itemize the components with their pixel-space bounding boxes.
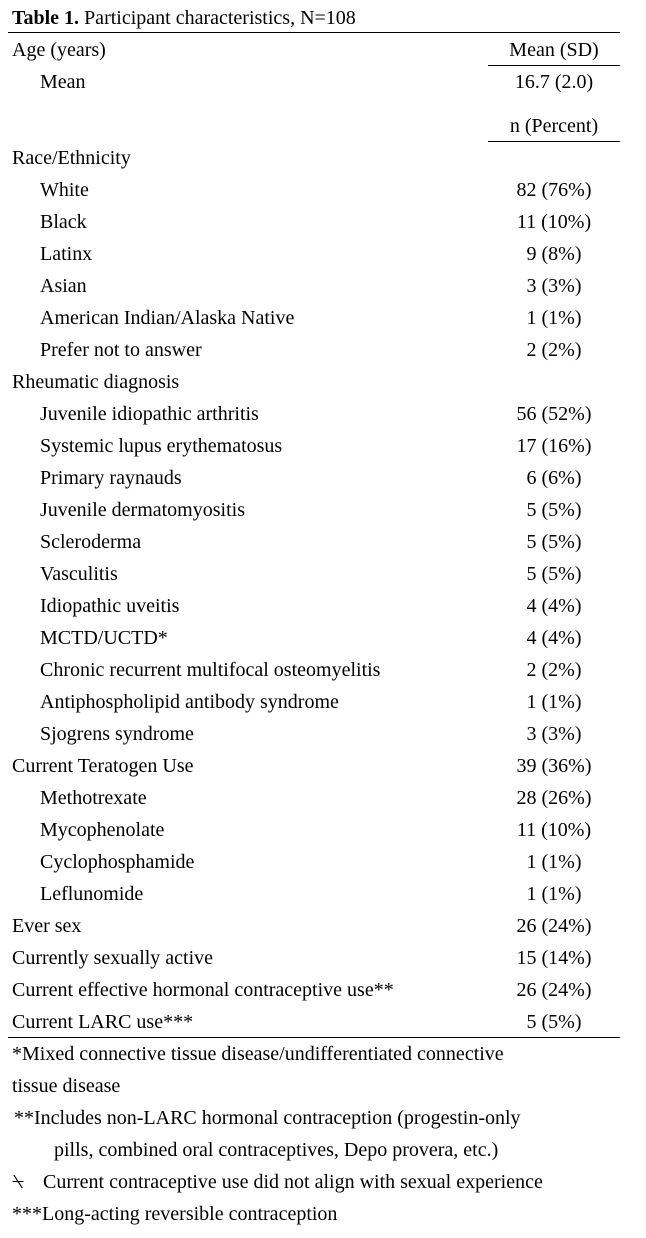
row-value: 2 (2%) [526, 659, 582, 681]
table-row [0, 494, 646, 526]
row-value: 82 (76%) [516, 179, 592, 201]
table-row [0, 142, 646, 174]
table-row [0, 814, 646, 846]
row-value: 4 (4%) [526, 627, 582, 649]
row-value: 1 (1%) [526, 883, 582, 905]
row-label: Black [40, 211, 87, 233]
footnote-symbol-icon: ⍀ [12, 1171, 24, 1193]
row-label: Leflunomide [40, 883, 144, 905]
row-label: Methotrexate [40, 787, 147, 809]
row-value: 11 (10%) [516, 211, 592, 233]
row-label: Mean [40, 71, 86, 93]
row-value: 5 (5%) [526, 563, 582, 585]
row-value: 5 (5%) [526, 499, 582, 521]
row-label: Scleroderma [40, 531, 142, 553]
table-row [0, 750, 646, 782]
row-label: Antiphospholipid antibody syndrome [40, 691, 339, 713]
footnote-mctd [12, 1038, 632, 1102]
row-label: Vasculitis [40, 563, 118, 585]
row-value: 5 (5%) [526, 531, 582, 553]
row-value: 1 (1%) [526, 691, 582, 713]
footnote-line: **Includes non-LARC hormonal contraception (progestin-only [14, 1107, 521, 1129]
table-row [0, 334, 646, 366]
table-title: Participant characteristics, N=108 [79, 7, 356, 29]
table-row [0, 942, 646, 974]
table-row [0, 270, 646, 302]
row-value: 28 (26%) [516, 787, 592, 809]
row-value: 11 (10%) [516, 819, 592, 841]
row-value: 56 (52%) [516, 403, 592, 425]
table-row [0, 206, 646, 238]
row-label: Idiopathic uveitis [40, 595, 180, 617]
row-label: Asian [40, 275, 87, 297]
row-label: Latinx [40, 243, 93, 265]
footnote-line: Current contraceptive use did not align with sexual experience [38, 1171, 543, 1193]
row-value: 39 (36%) [516, 755, 592, 777]
row-label: Current LARC use*** [12, 1011, 194, 1033]
row-label: Mycophenolate [40, 819, 165, 841]
row-label: Prefer not to answer [40, 339, 202, 361]
row-label: Systemic lupus erythematosus [40, 435, 283, 457]
row-label: American Indian/Alaska Native [40, 307, 295, 329]
row-label: Ever sex [12, 915, 82, 937]
table-row [0, 238, 646, 270]
row-label: Juvenile idiopathic arthritis [40, 403, 259, 425]
table-row [0, 398, 646, 430]
row-label: Race/Ethnicity [12, 147, 131, 169]
row-value: 26 (24%) [516, 979, 592, 1001]
row-value: 26 (24%) [516, 915, 592, 937]
row-label: Currently sexually active [12, 947, 214, 969]
table-row [0, 718, 646, 750]
table-row [0, 174, 646, 206]
row-label: MCTD/UCTD* [40, 627, 168, 649]
table-row [0, 974, 646, 1006]
table-caption [12, 6, 356, 30]
row-label: Current Teratogen Use [12, 755, 194, 777]
table-row [0, 462, 646, 494]
row-value: 3 (3%) [526, 275, 582, 297]
table-row [0, 910, 646, 942]
table-row [0, 526, 646, 558]
footnote-hormonal [12, 1102, 632, 1166]
row-label: Primary raynauds [40, 467, 182, 489]
row-value: 1 (1%) [526, 307, 582, 329]
age-heading: Age (years) [12, 39, 106, 61]
table-row [0, 622, 646, 654]
table-number: Table 1. [12, 7, 80, 29]
footnote-line: ***Long-acting reversible contraception [12, 1203, 338, 1225]
footnote-line: *Mixed connective tissue disease/undifferentiated connective [12, 1043, 504, 1065]
row-label: Chronic recurrent multifocal osteomyelitis [40, 659, 381, 681]
row-label: Cyclophosphamide [40, 851, 195, 873]
footnote-line: tissue disease [12, 1075, 121, 1097]
table-row [0, 846, 646, 878]
table-row [0, 686, 646, 718]
row-label: White [40, 179, 89, 201]
table-row [0, 430, 646, 462]
table-row [0, 302, 646, 334]
table-row [0, 782, 646, 814]
row-value: 15 (14%) [516, 947, 592, 969]
footnote-alignment [12, 1166, 632, 1198]
mean-sd-column-header: Mean (SD) [488, 38, 620, 66]
row-label: Current effective hormonal contraceptive use** [12, 979, 394, 1001]
row-value: 1 (1%) [526, 851, 582, 873]
table-top-rule [8, 32, 620, 33]
row-label: Sjogrens syndrome [40, 723, 194, 745]
row-value: 2 (2%) [526, 339, 582, 361]
n-percent-column-header: n (Percent) [488, 114, 620, 142]
table-row [0, 878, 646, 910]
row-label: Rheumatic diagnosis [12, 371, 180, 393]
table-row [0, 558, 646, 590]
footnote-larc [12, 1198, 632, 1230]
table-row [0, 1006, 646, 1038]
table-row [0, 590, 646, 622]
table-row [0, 366, 646, 398]
row-value: 6 (6%) [526, 467, 582, 489]
row-value: 3 (3%) [526, 723, 582, 745]
table-row [0, 654, 646, 686]
row-value: 4 (4%) [526, 595, 582, 617]
row-value: 16.7 (2.0) [514, 71, 594, 93]
table-row-mean [0, 66, 646, 98]
row-value: 5 (5%) [526, 1011, 582, 1033]
row-value: 17 (16%) [516, 435, 592, 457]
row-label: Juvenile dermatomyositis [40, 499, 245, 521]
footnote-line: pills, combined oral contraceptives, Depo provera, etc.) [54, 1139, 499, 1161]
row-value: 9 (8%) [526, 243, 582, 265]
